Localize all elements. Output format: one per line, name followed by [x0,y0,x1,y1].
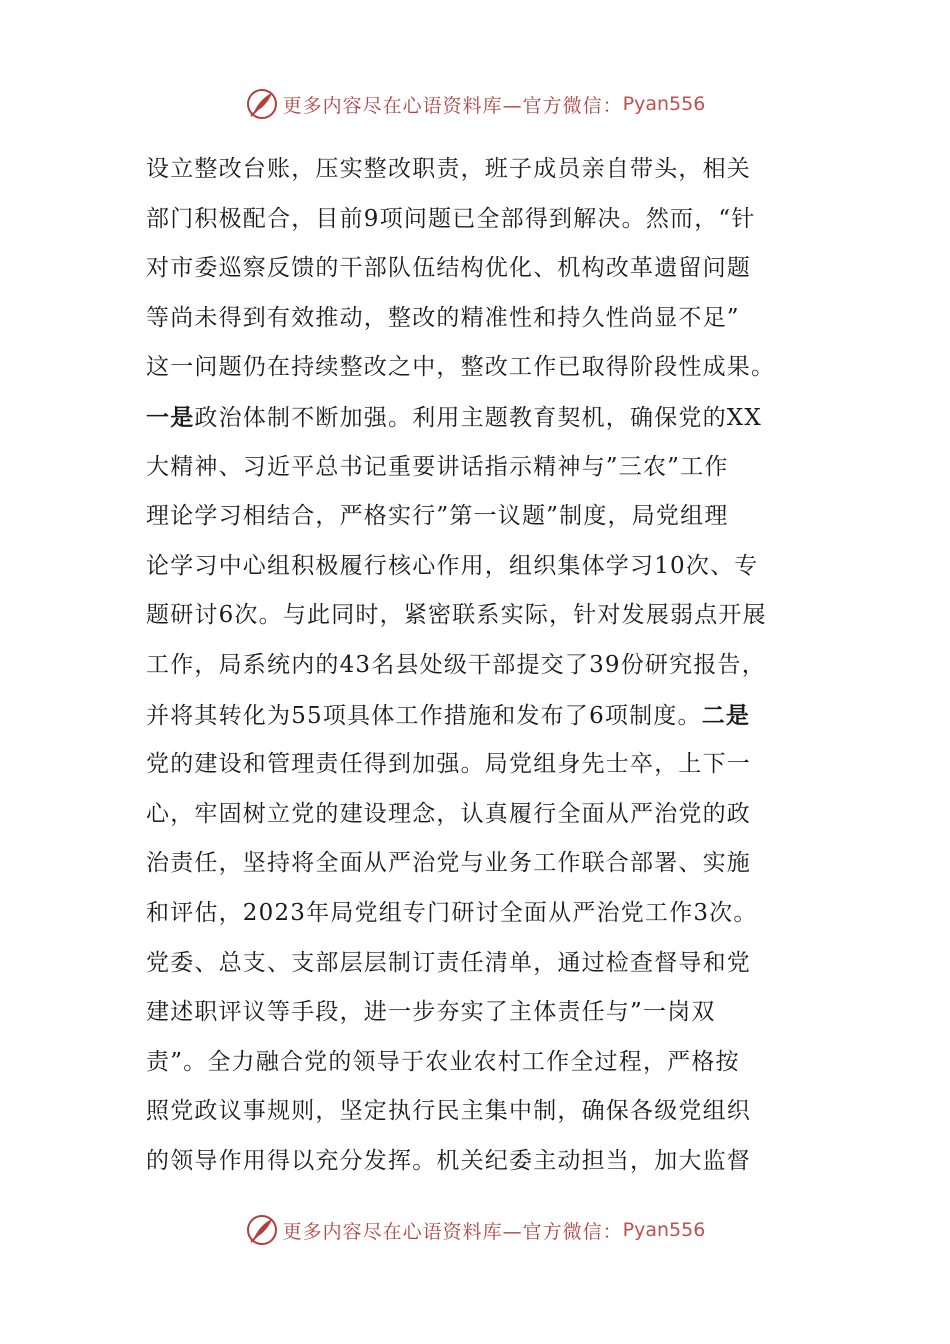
point-one-marker: 一是 [146,403,195,431]
body-line: 题研讨6次。与此同时，紧密联系实际，针对发展弱点开展 [146,602,767,629]
body-line: 党的建设和管理责任得到加强。局党组身先士卒，上下一 [146,751,751,778]
footer-banner [0,1210,950,1250]
body-line: 心，牢固树立党的建设理念，认真履行全面从严治党的政 [146,800,751,827]
header-banner-handle: Pyan556 [622,93,706,115]
body-line: 照党政议事规则，坚定执行民主集中制，确保各级党组织 [146,1098,751,1125]
body-line: 理论学习相结合，严格实行”第一议题”制度，局党组理 [146,503,729,530]
body-line-text: 并将其转化为55项具体工作措施和发布了6项制度。 [146,702,702,729]
footer-banner-handle: Pyan556 [622,1219,706,1241]
point-two-marker: 二是 [701,701,751,729]
body-line: 部门积极配合，目前9项问题已全部得到解决。然而，“针 [146,205,756,232]
document-body [146,145,808,1186]
footer-banner-text: 更多内容尽在心语资料库—官方微信： [282,1220,623,1243]
body-line: 工作，局系统内的43名县处级干部提交了39份研究报告， [146,651,766,678]
body-line: 治责任，坚持将全面从严治党与业务工作联合部署、实施 [146,850,751,877]
body-line: 对市委巡察反馈的干部队伍结构优化、机构改革遗留问题 [146,255,751,282]
body-line: 这一问题仍在持续整改之中，整改工作已取得阶段性成果。 [146,354,776,381]
body-line: 党委、总支、支部层层制订责任清单，通过检查督导和党 [146,949,751,976]
body-line-point-two [146,691,808,741]
body-line: 等尚未得到有效推动，整改的精准性和持久性尚显不足” [146,304,740,331]
body-line: 论学习中心组积极履行核心作用，组织集体学习10次、专 [146,552,759,579]
body-line: 设立整改台账，压实整改职责，班子成员亲自带头，相关 [146,156,751,182]
quill-logo-icon [245,1213,279,1247]
header-banner [0,84,950,124]
body-line-point-one [146,393,808,443]
body-line: 的领导作用得以充分发挥。机关纪委主动担当，加大监督 [146,1147,751,1174]
body-line: 责”。全力融合党的领导于农业农村工作全过程，严格按 [146,1048,740,1075]
body-line-text: 政治体制不断加强。利用主题教育契机，确保党的XX [194,404,762,431]
body-line: 建述职评议等手段，进一步夯实了主体责任与”一岗双 [146,999,716,1026]
body-line: 大精神、习近平总书记重要讲话指示精神与”三农”工作 [146,453,729,480]
header-banner-text: 更多内容尽在心语资料库—官方微信： [282,94,623,117]
quill-logo-icon [245,87,279,121]
body-line: 和评估，2023年局党组专门研讨全面从严治党工作3次。 [146,899,758,926]
